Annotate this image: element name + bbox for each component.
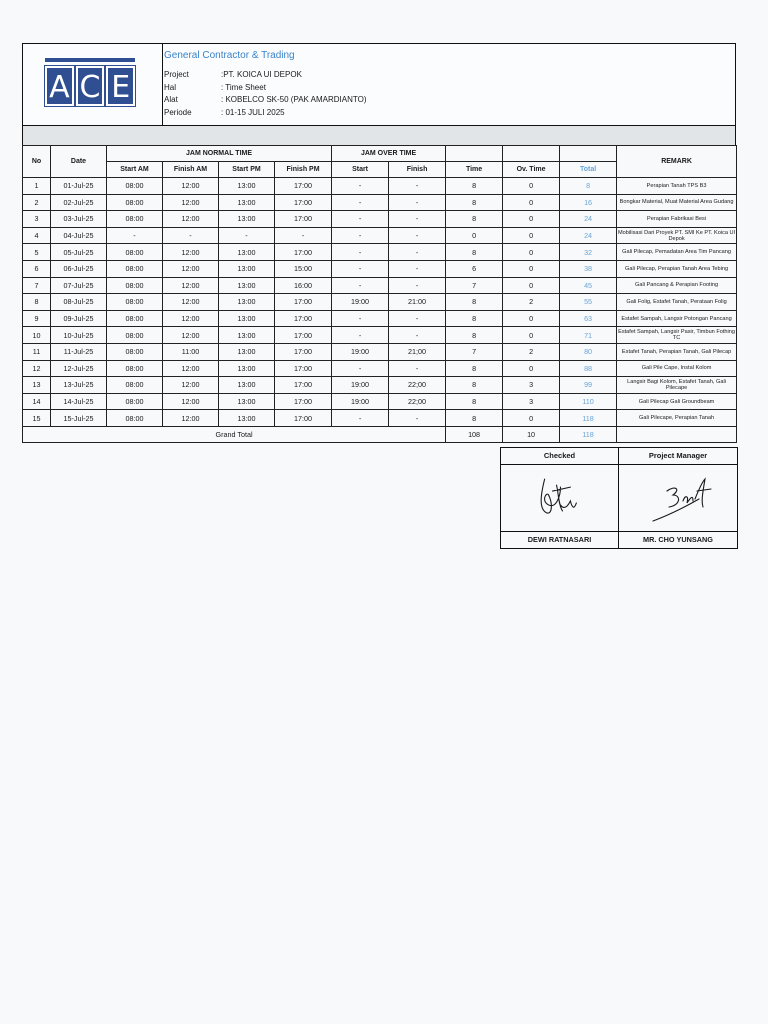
- cell-finish-pm: 17:00: [275, 377, 332, 394]
- col-total: Total: [560, 162, 617, 178]
- cell-finish-am: 12:00: [163, 260, 219, 277]
- cell-date: 09-Jul-25: [51, 310, 107, 327]
- cell-ot-start: -: [332, 310, 389, 327]
- cell-no: 15: [23, 410, 51, 427]
- manager-label: Project Manager: [619, 448, 737, 465]
- table-row: [23, 260, 737, 277]
- cell-ot-finish: -: [389, 194, 446, 211]
- cell-finish-pm: 17:00: [275, 343, 332, 360]
- table-row: [23, 211, 737, 228]
- cell-start-am: 08:00: [107, 194, 163, 211]
- cell-start-pm: 13:00: [219, 277, 275, 294]
- grand-total-label: Grand Total: [23, 426, 446, 442]
- cell-finish-pm: -: [275, 227, 332, 244]
- cell-ov: 2: [503, 343, 560, 360]
- cell-total: 118: [560, 410, 617, 427]
- checked-column: [501, 448, 619, 548]
- col-ov-time: Ov. Time: [503, 162, 560, 178]
- cell-start-am: 08:00: [107, 360, 163, 377]
- col-start-pm: Start PM: [219, 162, 275, 178]
- cell-start-am: 08:00: [107, 294, 163, 311]
- info-row-alat: [164, 94, 367, 107]
- col-start-am: Start AM: [107, 162, 163, 178]
- cell-ov: 0: [503, 227, 560, 244]
- cell-time: 8: [446, 178, 503, 195]
- cell-ot-start: 19:00: [332, 377, 389, 394]
- cell-date: 15-Jul-25: [51, 410, 107, 427]
- cell-date: 04-Jul-25: [51, 227, 107, 244]
- cell-remark: Langsir Bagi Kolom, Estafet Tanah, Gali Pilecape: [617, 377, 737, 394]
- cell-time: 8: [446, 211, 503, 228]
- cell-ot-finish: -: [389, 211, 446, 228]
- cell-total: 8: [560, 178, 617, 195]
- company-tagline: General Contractor & Trading: [164, 50, 295, 61]
- logo-bar: [45, 58, 135, 62]
- cell-remark: Gali Folig, Estafet Tanah, Perataan Folig: [617, 294, 737, 311]
- cell-finish-am: 11:00: [163, 343, 219, 360]
- cell-ot-finish: -: [389, 360, 446, 377]
- cell-time: 8: [446, 360, 503, 377]
- cell-no: 11: [23, 343, 51, 360]
- cell-ov: 0: [503, 327, 560, 344]
- logo-cell: [23, 44, 163, 125]
- cell-start-am: 08:00: [107, 343, 163, 360]
- cell-finish-pm: 15:00: [275, 260, 332, 277]
- cell-remark: Gali Pilecape, Perapian Tanah: [617, 410, 737, 427]
- table-row: [23, 410, 737, 427]
- company-logo: [45, 66, 135, 106]
- cell-start-pm: 13:00: [219, 410, 275, 427]
- cell-ov: 2: [503, 294, 560, 311]
- logo-letter: C: [76, 66, 105, 106]
- cell-finish-pm: 17:00: [275, 294, 332, 311]
- cell-ov: 0: [503, 277, 560, 294]
- cell-finish-pm: 17:00: [275, 410, 332, 427]
- cell-total: 16: [560, 194, 617, 211]
- table-row: [23, 277, 737, 294]
- cell-finish-am: 12:00: [163, 377, 219, 394]
- cell-time: 7: [446, 277, 503, 294]
- cell-total: 32: [560, 244, 617, 261]
- col-ot-start: Start: [332, 162, 389, 178]
- cell-ot-finish: -: [389, 410, 446, 427]
- cell-total: 110: [560, 393, 617, 410]
- cell-finish-am: 12:00: [163, 327, 219, 344]
- cell-ov: 0: [503, 244, 560, 261]
- cell-finish-pm: 17:00: [275, 327, 332, 344]
- cell-start-pm: 13:00: [219, 294, 275, 311]
- cell-remark: Perapian Tanah TPS B3: [617, 178, 737, 195]
- checked-name: DEWI RATNASARI: [501, 531, 618, 548]
- cell-total: 24: [560, 211, 617, 228]
- manager-column: [619, 448, 737, 548]
- cell-date: 07-Jul-25: [51, 277, 107, 294]
- cell-total: 24: [560, 227, 617, 244]
- cell-total: 38: [560, 260, 617, 277]
- cell-no: 5: [23, 244, 51, 261]
- cell-start-am: 08:00: [107, 410, 163, 427]
- cell-date: 03-Jul-25: [51, 211, 107, 228]
- cell-start-pm: 13:00: [219, 310, 275, 327]
- grand-total-time: 108: [446, 426, 503, 442]
- cell-ov: 0: [503, 310, 560, 327]
- cell-finish-pm: 17:00: [275, 194, 332, 211]
- cell-start-am: 08:00: [107, 310, 163, 327]
- cell-ot-start: -: [332, 277, 389, 294]
- col-time: Time: [446, 162, 503, 178]
- manager-signature-image: [619, 465, 737, 533]
- cell-ov: 3: [503, 393, 560, 410]
- cell-remark: Gali Pancang & Perapian Footing: [617, 277, 737, 294]
- cell-no: 14: [23, 393, 51, 410]
- cell-finish-am: 12:00: [163, 310, 219, 327]
- info-row-project: [164, 69, 367, 82]
- cell-finish-am: 12:00: [163, 178, 219, 195]
- col-group-overtime: JAM OVER TIME: [332, 146, 446, 162]
- col-blank: [503, 146, 560, 162]
- cell-ot-finish: 21;00: [389, 343, 446, 360]
- cell-ot-finish: -: [389, 310, 446, 327]
- cell-time: 8: [446, 244, 503, 261]
- cell-time: 8: [446, 410, 503, 427]
- cell-no: 6: [23, 260, 51, 277]
- cell-ot-finish: -: [389, 227, 446, 244]
- cell-start-pm: 13:00: [219, 360, 275, 377]
- table-body: [23, 178, 737, 427]
- cell-remark: Gali Pilecap, Perapian Tanah Area Tebing: [617, 260, 737, 277]
- cell-ot-start: -: [332, 360, 389, 377]
- table-row: [23, 343, 737, 360]
- table-row: [23, 393, 737, 410]
- cell-total: 80: [560, 343, 617, 360]
- cell-date: 13-Jul-25: [51, 377, 107, 394]
- info-label: Alat: [164, 95, 178, 104]
- info-value: :PT. KOICA UI DEPOK: [221, 70, 302, 79]
- cell-no: 7: [23, 277, 51, 294]
- cell-time: 8: [446, 327, 503, 344]
- cell-ot-finish: -: [389, 327, 446, 344]
- table-row: [23, 227, 737, 244]
- cell-remark: Gali Pile Cape, Instal Kolom: [617, 360, 737, 377]
- col-remark: REMARK: [617, 146, 737, 178]
- cell-ov: 0: [503, 360, 560, 377]
- cell-finish-pm: 17:00: [275, 310, 332, 327]
- cell-start-pm: 13:00: [219, 327, 275, 344]
- cell-time: 7: [446, 343, 503, 360]
- grand-total-remark: [617, 426, 737, 442]
- cell-ot-start: -: [332, 178, 389, 195]
- cell-ot-finish: -: [389, 178, 446, 195]
- cell-no: 12: [23, 360, 51, 377]
- cell-remark: Mobilisasi Dari Proyek PT. SMI Ke PT. Koica UI Depok: [617, 227, 737, 244]
- cell-total: 99: [560, 377, 617, 394]
- cell-start-am: 08:00: [107, 377, 163, 394]
- cell-total: 71: [560, 327, 617, 344]
- cell-no: 4: [23, 227, 51, 244]
- cell-finish-am: 12:00: [163, 244, 219, 261]
- cell-remark: Estafet Sampah, Langsir Potongan Pancang: [617, 310, 737, 327]
- cell-start-pm: 13:00: [219, 393, 275, 410]
- cell-start-pm: 13:00: [219, 178, 275, 195]
- checked-label: Checked: [501, 448, 618, 465]
- cell-start-pm: 13:00: [219, 194, 275, 211]
- cell-ov: 0: [503, 211, 560, 228]
- cell-finish-am: -: [163, 227, 219, 244]
- cell-start-am: 08:00: [107, 277, 163, 294]
- col-finish-pm: Finish PM: [275, 162, 332, 178]
- cell-remark: Estafet Sampah, Langsir Pasir, Timbun Fothing TC: [617, 327, 737, 344]
- table-row: [23, 310, 737, 327]
- info-value: : Time Sheet: [221, 82, 266, 92]
- cell-start-am: 08:00: [107, 260, 163, 277]
- cell-ot-finish: 22;00: [389, 393, 446, 410]
- cell-time: 6: [446, 260, 503, 277]
- cell-finish-pm: 17:00: [275, 178, 332, 195]
- cell-time: 0: [446, 227, 503, 244]
- signature-box: [500, 447, 738, 549]
- cell-start-am: 08:00: [107, 211, 163, 228]
- cell-no: 9: [23, 310, 51, 327]
- cell-date: 05-Jul-25: [51, 244, 107, 261]
- table-row: [23, 360, 737, 377]
- col-no: No: [23, 146, 51, 178]
- cell-no: 10: [23, 327, 51, 344]
- info-row-hal: [164, 82, 367, 95]
- cell-ot-start: -: [332, 260, 389, 277]
- cell-ot-finish: -: [389, 277, 446, 294]
- col-group-normal: JAM NORMAL TIME: [107, 146, 332, 162]
- cell-ov: 0: [503, 194, 560, 211]
- col-blank: [560, 146, 617, 162]
- cell-ot-start: 19:00: [332, 343, 389, 360]
- cell-finish-pm: 17:00: [275, 244, 332, 261]
- cell-finish-pm: 16:00: [275, 277, 332, 294]
- cell-finish-am: 12:00: [163, 393, 219, 410]
- cell-date: 12-Jul-25: [51, 360, 107, 377]
- cell-ot-start: -: [332, 211, 389, 228]
- cell-total: 55: [560, 294, 617, 311]
- cell-start-pm: 13:00: [219, 377, 275, 394]
- cell-time: 8: [446, 393, 503, 410]
- cell-remark: Perapian Fabrikasi Besi: [617, 211, 737, 228]
- col-blank: [446, 146, 503, 162]
- cell-ot-start: -: [332, 194, 389, 211]
- cell-start-pm: -: [219, 227, 275, 244]
- info-label: Hal: [164, 82, 177, 92]
- cell-no: 8: [23, 294, 51, 311]
- info-block: [164, 69, 367, 119]
- cell-time: 8: [446, 194, 503, 211]
- cell-date: 11-Jul-25: [51, 343, 107, 360]
- info-value: : KOBELCO SK-50 (PAK AMARDIANTO): [221, 95, 367, 104]
- grand-total-row: [23, 426, 737, 442]
- cell-ot-start: -: [332, 227, 389, 244]
- logo-letter: E: [106, 66, 135, 106]
- cell-time: 8: [446, 294, 503, 311]
- table-row: [23, 244, 737, 261]
- cell-ot-start: 19:00: [332, 393, 389, 410]
- grand-total-total: 118: [560, 426, 617, 442]
- cell-ov: 0: [503, 178, 560, 195]
- cell-ot-start: -: [332, 244, 389, 261]
- grey-separator: [22, 126, 736, 145]
- cell-finish-pm: 17:00: [275, 211, 332, 228]
- cell-finish-pm: 17:00: [275, 360, 332, 377]
- cell-time: 8: [446, 377, 503, 394]
- cell-ov: 0: [503, 410, 560, 427]
- cell-ot-finish: 21:00: [389, 294, 446, 311]
- cell-start-am: 08:00: [107, 244, 163, 261]
- cell-ov: 0: [503, 260, 560, 277]
- cell-total: 63: [560, 310, 617, 327]
- cell-ot-start: -: [332, 327, 389, 344]
- info-label: Project: [164, 70, 189, 79]
- cell-date: 06-Jul-25: [51, 260, 107, 277]
- table-row: [23, 327, 737, 344]
- cell-ot-finish: -: [389, 244, 446, 261]
- cell-finish-am: 12:00: [163, 294, 219, 311]
- info-value: : 01-15 JULI 2025: [221, 107, 285, 117]
- cell-ot-finish: 22;00: [389, 377, 446, 394]
- cell-start-pm: 13:00: [219, 211, 275, 228]
- cell-ov: 3: [503, 377, 560, 394]
- cell-finish-am: 12:00: [163, 211, 219, 228]
- cell-total: 88: [560, 360, 617, 377]
- table-row: [23, 178, 737, 195]
- document-header: [22, 43, 736, 126]
- cell-start-am: 08:00: [107, 327, 163, 344]
- table-row: [23, 194, 737, 211]
- cell-finish-am: 12:00: [163, 277, 219, 294]
- info-label: Periode: [164, 107, 192, 117]
- table-row: [23, 377, 737, 394]
- cell-no: 2: [23, 194, 51, 211]
- cell-ot-start: -: [332, 410, 389, 427]
- cell-finish-am: 12:00: [163, 410, 219, 427]
- cell-start-am: 08:00: [107, 393, 163, 410]
- cell-date: 14-Jul-25: [51, 393, 107, 410]
- cell-remark: Gali Pilecap Gali Groundbeam: [617, 393, 737, 410]
- timesheet-table: [22, 145, 737, 443]
- cell-date: 01-Jul-25: [51, 178, 107, 195]
- info-row-periode: [164, 107, 367, 120]
- logo-letter: A: [45, 66, 74, 106]
- col-finish-am: Finish AM: [163, 162, 219, 178]
- header-row-1: [23, 146, 737, 162]
- cell-finish-pm: 17:00: [275, 393, 332, 410]
- col-ot-finish: Finish: [389, 162, 446, 178]
- cell-finish-am: 12:00: [163, 194, 219, 211]
- cell-date: 08-Jul-25: [51, 294, 107, 311]
- cell-ot-finish: -: [389, 260, 446, 277]
- cell-date: 02-Jul-25: [51, 194, 107, 211]
- cell-time: 8: [446, 310, 503, 327]
- col-date: Date: [51, 146, 107, 178]
- cell-start-pm: 13:00: [219, 343, 275, 360]
- cell-start-am: -: [107, 227, 163, 244]
- cell-remark: Bongkar Material, Muat Material Area Gudang: [617, 194, 737, 211]
- cell-remark: Gali Pilecap, Pemadatan Area Tim Pancang: [617, 244, 737, 261]
- cell-no: 3: [23, 211, 51, 228]
- cell-date: 10-Jul-25: [51, 327, 107, 344]
- manager-name: MR. CHO YUNSANG: [619, 531, 737, 548]
- cell-total: 45: [560, 277, 617, 294]
- grand-total-ov: 10: [503, 426, 560, 442]
- cell-start-am: 08:00: [107, 178, 163, 195]
- cell-finish-am: 12:00: [163, 360, 219, 377]
- table-row: [23, 294, 737, 311]
- cell-start-pm: 13:00: [219, 260, 275, 277]
- cell-no: 13: [23, 377, 51, 394]
- cell-no: 1: [23, 178, 51, 195]
- cell-start-pm: 13:00: [219, 244, 275, 261]
- cell-ot-start: 19:00: [332, 294, 389, 311]
- checked-signature-image: [501, 465, 618, 533]
- cell-remark: Estafet Tanah, Perapian Tanah, Gali Pilecap: [617, 343, 737, 360]
